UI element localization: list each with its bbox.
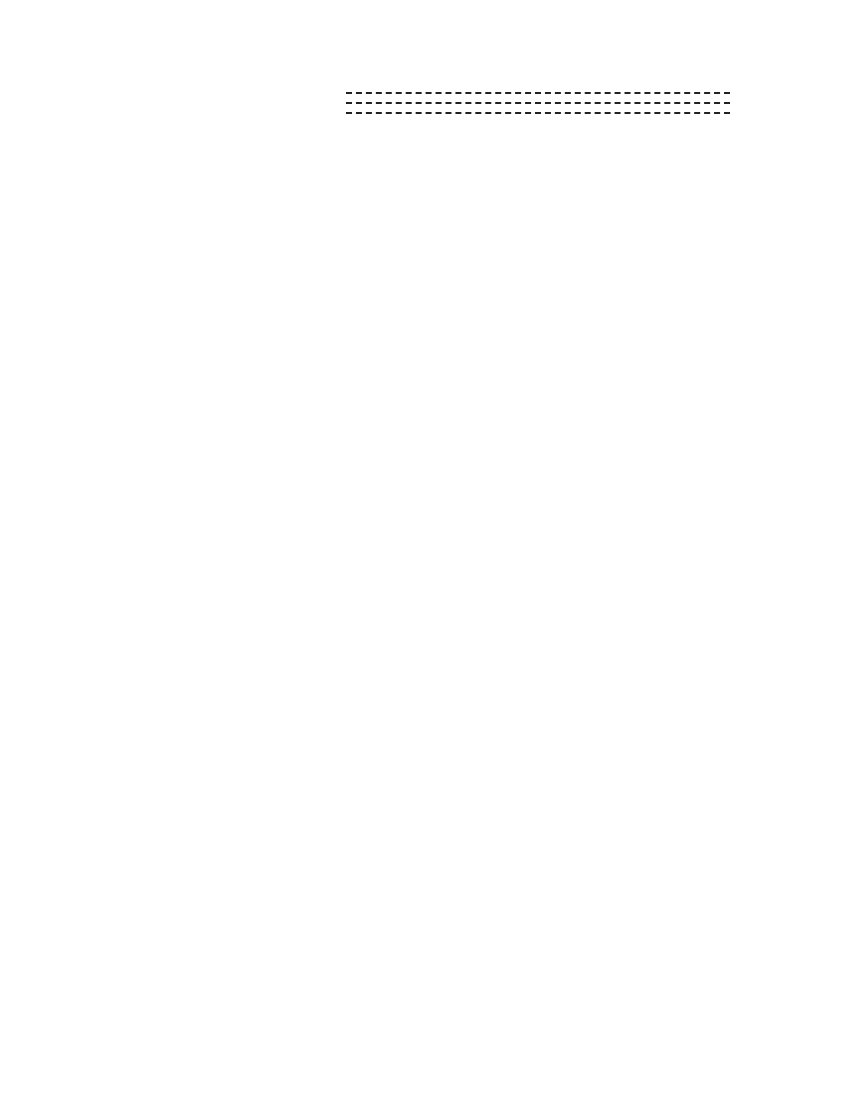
text-line [62,433,410,450]
text-line [62,1000,410,1017]
text-line [62,650,410,667]
text-line [62,1034,410,1051]
text-line [62,984,410,1001]
text-line [62,833,410,850]
text-line [62,1017,410,1034]
dash-rule [346,92,730,94]
text-line [62,867,410,884]
text-line [62,917,410,934]
text-line [62,883,410,900]
text-line [62,733,410,750]
dash-rule [346,112,730,114]
text-line [62,616,410,633]
text-line [62,900,410,917]
text-line [62,366,410,383]
text-line [62,850,410,867]
headline-dash-rules [346,92,730,116]
text-line [62,817,410,834]
left-column [62,316,410,1067]
text-line [62,500,410,517]
text-line [62,483,410,500]
text-line [62,516,410,533]
text-line [62,967,410,984]
text-line [62,666,410,683]
text-line [62,466,410,483]
text-line [62,800,410,817]
text-line [62,783,410,800]
text-line [62,583,410,600]
text-line [62,633,410,650]
text-line [62,717,410,734]
text-line [62,383,410,400]
dash-rule [346,102,730,104]
text-line [62,550,410,567]
text-line [62,683,410,700]
text-line [62,416,410,433]
text-line [62,600,410,617]
text-line [62,700,410,717]
text-line [62,950,410,967]
text-line [62,349,410,366]
text-line [62,566,410,583]
text-line [62,450,410,467]
text-line [62,1050,410,1067]
text-line [62,533,410,550]
text-line [62,767,410,784]
text-line [62,316,410,333]
text-line [62,933,410,950]
text-line [62,399,410,416]
text-line [62,333,410,350]
text-line [62,750,410,767]
